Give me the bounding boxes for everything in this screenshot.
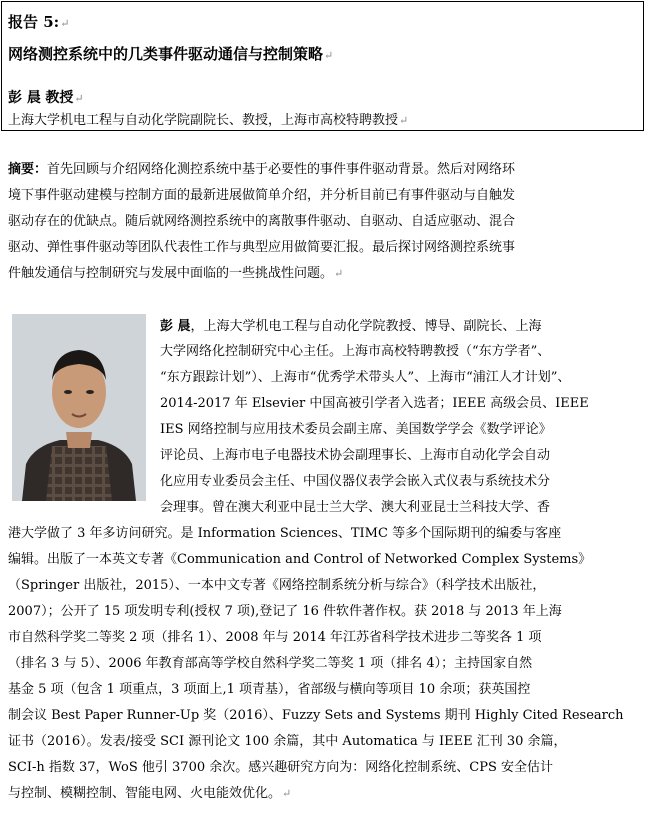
bio-name: 彭 晨 bbox=[160, 319, 191, 334]
speaker-affiliation: 上海大学机电工程与自动化学院副院长、教授，上海市高校特聘教授↵ bbox=[8, 113, 409, 128]
abstract-line: 摘要：首先回顾与介绍网络化测控系统中基于必要性的事件事件驱动背景。然后对网络环 bbox=[8, 162, 516, 177]
bio-line: 与控制、模糊控制、智能电网、火电能效优化。↵ bbox=[8, 786, 292, 801]
bio-line: “东方跟踪计划”）、上海市“优秀学术带头人”、上海市“浦江人才计划”、 bbox=[160, 370, 571, 385]
bio-line: 2014-2017 年 Elsevier 中国高被引学者入选者；IEEE 高级会员、IEEE bbox=[160, 396, 589, 411]
abstract-line: 境下事件驱动建模与控制方面的最新进展做简单介绍，并分析目前已有事件驱动与自触发 bbox=[8, 188, 516, 203]
speaker-title: 教授 bbox=[45, 90, 74, 106]
speaker-name: 彭 晨 bbox=[8, 90, 41, 106]
bio-line: SCI-h 指数 37，WoS 他引 3700 余次。感兴趣研究方向为：网络化控制系统、CPS 安全估计 bbox=[8, 760, 553, 775]
bio-line: 证书（2016）。发表/接受 SCI 源刊论文 100 余篇，其中 Automatica 与 IEEE 汇刊 30 余篇， bbox=[8, 734, 567, 749]
bio-line: 港大学做了 3 年多访问研究。是 Information Sciences、TIMC 等多个国际期刊的编委与客座 bbox=[8, 526, 562, 541]
abstract-line: 驱动、弹性事件驱动等团队代表性工作与典型应用做简要汇报。最后探讨网络测控系统事 bbox=[8, 240, 516, 255]
bio-line: IES 网络控制与应用技术委员会副主席、美国数学学会《数学评论》 bbox=[160, 422, 552, 437]
bio-line: （排名 3 与 5）、2006 年教育部高等学校自然科学奖二等奖 1 项（排名 4）；主持国家自然 bbox=[8, 656, 533, 671]
bio-line: 2007）；公开了 15 项发明专利(授权 7 项),登记了 16 件软件著作权。获 2018 与 2013 年上海 bbox=[8, 604, 562, 619]
bio-line: 评论员、上海市电子电器技术协会副理事长、上海市自动化学会自动 bbox=[160, 448, 551, 463]
bio-line: 彭 晨，上海大学机电工程与自动化学院教授、博导、副院长、上海 bbox=[160, 319, 542, 334]
abstract-line: 驱动存在的优缺点。随后就网络测控系统中的离散事件驱动、自驱动、自适应驱动、混合 bbox=[8, 214, 516, 229]
bio-line: 市自然科学奖二等奖 2 项（排名 1）、2008 年与 2014 年江苏省科学技术进步二等奖各 1 项 bbox=[8, 630, 542, 645]
bio-line: 制会议 Best Paper Runner-Up 奖（2016）、Fuzzy Sets and Systems 期刊 Highly Cited Research bbox=[8, 708, 624, 723]
speaker-photo bbox=[12, 314, 146, 501]
abstract-line: 件触发通信与控制研究与发展中面临的一些挑战性问题。↵ bbox=[8, 266, 344, 281]
bio-line: 基金 5 项（包含 1 项重点，3 项面上,1 项青基），省部级与横向等项目 10 余项；获英国控 bbox=[8, 682, 531, 697]
report-number: 报告 5:↵ bbox=[8, 13, 70, 31]
bio-line: （Springer 出版社，2015）、一本中文专著《网络控制系统分析与综合》（科学技术出版社， bbox=[8, 578, 546, 593]
speaker-line: 彭 晨 教授↵ bbox=[8, 90, 84, 106]
bio-line: 化应用专业委员会主任、中国仪器仪表学会嵌入式仪表与系统技术分 bbox=[160, 474, 551, 489]
bio-line: 编辑。出版了一本英文专著《Communication and Control of Networked Complex Systems》 bbox=[8, 552, 592, 567]
abstract-label: 摘要： bbox=[8, 162, 48, 177]
report-title: 网络测控系统中的几类事件驱动通信与控制策略↵ bbox=[8, 45, 334, 63]
bio-line: 大学网络化控制研究中心主任。上海市高校特聘教授（“东方学者”、 bbox=[160, 344, 551, 359]
bio-line: 会理事。曾在澳大利亚中昆士兰大学、澳大利亚昆士兰科技大学、香 bbox=[160, 500, 551, 515]
